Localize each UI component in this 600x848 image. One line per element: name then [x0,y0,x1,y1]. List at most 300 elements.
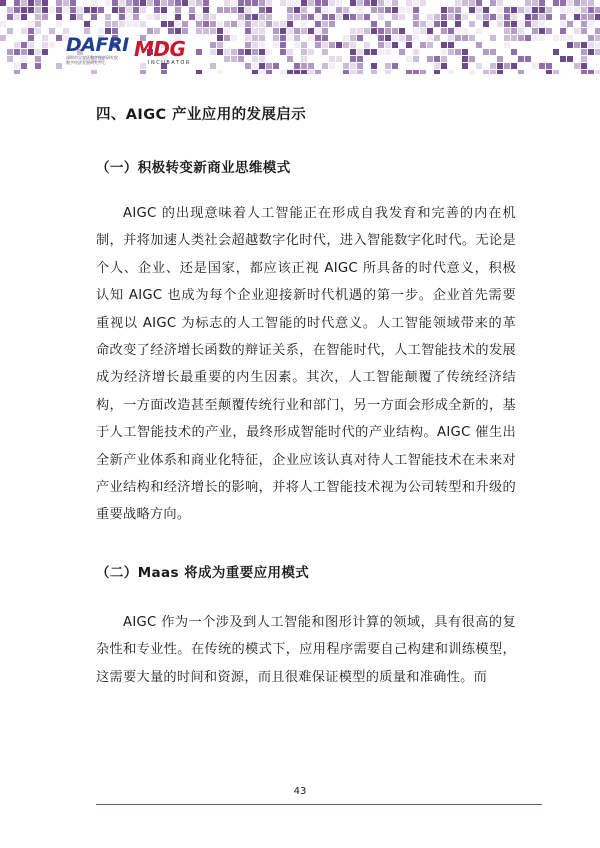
mosaic-tile [336,14,342,20]
subsection-2-paragraph: AIGC 作为一个涉及到人工智能和图形计算的领域，具有很高的复杂性和专业性。在传统的模式下，应用程序需要自己构建和训练模型，这需要大量的时间和资源，而且很难保证模型的质量和准确性。而 [96,614,516,685]
mosaic-tile [385,49,391,55]
mosaic-tile [378,7,384,13]
mosaic-tile [476,14,482,20]
mosaic-tile [245,21,251,27]
mosaic-tile [385,35,391,41]
mosaic-tile [511,63,517,69]
mosaic-tile [287,70,293,74]
mosaic-tile [560,28,566,34]
mosaic-tile [154,7,160,13]
mosaic-tile [294,14,300,20]
mosaic-tile [203,21,209,27]
mosaic-tile [469,7,475,13]
mosaic-tile [336,0,342,6]
mosaic-tile [63,0,69,6]
mosaic-tile [392,7,398,13]
mosaic-tile [434,14,440,20]
mosaic-tile [301,0,307,6]
mosaic-tile [329,63,335,69]
mosaic-tile [413,0,419,6]
mosaic-tile [42,7,48,13]
mosaic-tile [224,21,230,27]
mosaic-tile [308,14,314,20]
mosaic-tile [378,35,384,41]
mosaic-tile [595,35,600,41]
mosaic-tile [133,21,139,27]
mosaic-tile [350,63,356,69]
mosaic-tile [315,0,321,6]
mosaic-tile [56,0,62,6]
mosaic-tile [238,0,244,6]
mosaic-tile [588,35,594,41]
mosaic-tile [168,0,174,6]
mosaic-tile [259,7,265,13]
mosaic-tile [21,49,27,55]
mosaic-tile [98,7,104,13]
mosaic-tile [35,56,41,62]
mosaic-tile [252,42,258,48]
mosaic-tile [553,70,559,74]
mosaic-tile [119,14,125,20]
dafri-logo-subtitle-1: 深圳市宝安区数字经济研究院 [66,55,118,60]
mosaic-tile [574,7,580,13]
mosaic-tile [126,0,132,6]
mosaic-tile [84,21,90,27]
mosaic-tile [147,28,153,34]
mosaic-tile [560,56,566,62]
mosaic-tile [14,70,20,74]
mosaic-tile [7,49,13,55]
mosaic-tile [371,0,377,6]
mosaic-tile [21,56,27,62]
mosaic-tile [406,42,412,48]
dafri-logo-subtitle-2: 数字经济发展研究中心 [66,60,106,65]
mosaic-tile [483,49,489,55]
mosaic-tile [70,14,76,20]
mosaic-tile [350,14,356,20]
mosaic-tile [21,7,27,13]
mosaic-tile [497,63,503,69]
mosaic-tile [280,28,286,34]
mosaic-tile [287,0,293,6]
mosaic-tile [378,42,384,48]
mosaic-tile [511,7,517,13]
mosaic-tile [392,63,398,69]
mosaic-tile [63,7,69,13]
mosaic-tile [392,0,398,6]
mosaic-tile [518,7,524,13]
mosaic-tile [315,28,321,34]
mosaic-tile [448,28,454,34]
mosaic-tile [0,0,6,6]
mosaic-tile [518,35,524,41]
mosaic-tile [203,7,209,13]
mosaic-tile [441,28,447,34]
mosaic-tile [385,28,391,34]
mosaic-tile [105,0,111,6]
mosaic-tile [469,0,475,6]
mosaic-tile [406,7,412,13]
mosaic-tile [322,28,328,34]
mosaic-tile [217,42,223,48]
mosaic-tile [140,7,146,13]
mosaic-tile [35,14,41,20]
dafri-logo [66,36,130,65]
mosaic-tile [462,0,468,6]
mosaic-tile [595,49,600,55]
mosaic-tile [28,42,34,48]
mosaic-tile [350,49,356,55]
mosaic-tile [322,14,328,20]
mosaic-tile [567,0,573,6]
mosaic-tile [441,49,447,55]
mosaic-tile [70,7,76,13]
mosaic-tile [189,0,195,6]
mosaic-tile [322,7,328,13]
mosaic-tile [539,63,545,69]
mosaic-tile [546,28,552,34]
mosaic-tile [42,0,48,6]
mosaic-tile [455,35,461,41]
mosaic-tile [217,35,223,41]
mosaic-tile [14,63,20,69]
mosaic-tile [245,28,251,34]
mosaic-tile [308,28,314,34]
mosaic-tile [28,35,34,41]
mosaic-tile [301,56,307,62]
mosaic-tile [413,70,419,74]
mosaic-tile [539,7,545,13]
mosaic-tile [259,49,265,55]
mosaic-tile [539,28,545,34]
mosaic-tile [588,70,594,74]
mosaic-tile [301,49,307,55]
mosaic-tile [357,63,363,69]
mosaic-tile [301,28,307,34]
mosaic-tile [182,28,188,34]
mosaic-tile [119,21,125,27]
mosaic-tile [322,0,328,6]
mosaic-tile [154,14,160,20]
mosaic-tile [322,49,328,55]
mosaic-tile [504,35,510,41]
mosaic-tile [581,56,587,62]
mosaic-tile [448,7,454,13]
mosaic-tile [224,7,230,13]
mosaic-tile [588,21,594,27]
mosaic-tile [350,70,356,74]
mosaic-tile [91,14,97,20]
mosaic-tile [525,56,531,62]
mosaic-tile [462,49,468,55]
mosaic-tile [539,0,545,6]
mosaic-tile [560,14,566,20]
mosaic-tile [133,14,139,20]
mosaic-tile [364,0,370,6]
mosaic-tile [553,0,559,6]
mosaic-tile [280,70,286,74]
mosaic-tile [434,63,440,69]
mosaic-tile [119,7,125,13]
mosaic-tile [21,63,27,69]
mosaic-tile [294,63,300,69]
mosaic-tile [203,28,209,34]
mosaic-tile [455,49,461,55]
mosaic-tile [329,56,335,62]
mosaic-tile [357,56,363,62]
mosaic-tile [406,56,412,62]
mosaic-tile [525,7,531,13]
mosaic-tile [574,14,580,20]
mosaic-tile [224,49,230,55]
mosaic-tile [210,14,216,20]
mosaic-tile [161,21,167,27]
mosaic-tile [259,14,265,20]
mosaic-tile [266,49,272,55]
mosaic-tile [28,49,34,55]
mosaic-tile [126,7,132,13]
mosaic-tile [490,35,496,41]
mosaic-tile [476,42,482,48]
mosaic-tile [448,42,454,48]
mosaic-tile [315,21,321,27]
mosaic-tile [35,0,41,6]
page-number: 43 [293,786,307,797]
mosaic-tile [441,7,447,13]
subsection-1-paragraph: AIGC 的出现意味着人工智能正在形成自我发育和完善的内在机制，并将加速人类社会超越数字化时代，进入智能数字化时代。无论是个人、企业、还是国家，都应该正视 AIGC 所具备的时代意义，积极认知 AIGC 也成为每个企业迎接新时代机遇的第一步。企业首先需要重视以 AIGC 为标志的人工智能的时代意义。人工智能领域带来的革命改变了经济增长函数的辩证关系，在智能时代，人工智能技术的发展成为经济增长最重要的内生因素。其次，人工智能颠覆了传统经济结构，一方面改造甚至颠覆传统行业和部门，另一方面会形成全新的，基于人工智能技术的产业，最终形成智能时代的产业结构。AIGC 催生出全新产业体系和商业化特征，企业应该认真对待人工智能技术在未来对产业结构和经济增长的影响，并将人工智能技术视为公司转型和升级的重要战略方向。 [96,206,516,523]
mosaic-tile [126,14,132,20]
mosaic-tile [455,0,461,6]
mosaic-tile [371,7,377,13]
mosaic-tile [336,56,342,62]
mosaic-tile [448,49,454,55]
mosaic-tile [189,14,195,20]
mosaic-tile [441,21,447,27]
mosaic-tile [287,56,293,62]
mosaic-tile [14,49,20,55]
mosaic-tile [406,70,412,74]
mosaic-tile [280,42,286,48]
mosaic-tile [301,21,307,27]
mosaic-tile [385,63,391,69]
mosaic-tile [196,0,202,6]
mosaic-tile [175,14,181,20]
mosaic-tile [70,0,76,6]
mosaic-tile [231,0,237,6]
mosaic-tile [301,70,307,74]
mosaic-tile [56,35,62,41]
mosaic-tile [56,21,62,27]
mosaic-tile [357,70,363,74]
mosaic-tile [476,7,482,13]
mosaic-tile [525,21,531,27]
mosaic-tile [196,14,202,20]
mosaic-tile [245,14,251,20]
mosaic-tile [336,7,342,13]
mosaic-tile [28,0,34,6]
mosaic-tile [266,0,272,6]
mosaic-tile [427,28,433,34]
mosaic-tile [91,7,97,13]
mosaic-tile [140,70,146,74]
mosaic-tile [532,35,538,41]
mosaic-tile [287,7,293,13]
mosaic-tile [301,42,307,48]
mosaic-tile [532,7,538,13]
mosaic-tile [476,28,482,34]
mosaic-tile [441,42,447,48]
mosaic-tile [581,21,587,27]
mosaic-tile [154,28,160,34]
mosaic-tile [294,0,300,6]
mosaic-tile [553,35,559,41]
mosaic-tile [329,21,335,27]
mosaic-tile [385,42,391,48]
mosaic-tile [252,28,258,34]
mosaic-tile [413,35,419,41]
mosaic-tile [161,0,167,6]
mosaic-tile [364,49,370,55]
mosaic-tile [112,0,118,6]
mosaic-tile [511,21,517,27]
mosaic-tile [357,35,363,41]
mosaic-tile [196,28,202,34]
mosaic-tile [441,63,447,69]
mosaic-tile [203,0,209,6]
mosaic-tile [560,21,566,27]
mosaic-tile [217,70,223,74]
mosaic-tile [392,14,398,20]
mosaic-tile [119,0,125,6]
mosaic-tile [259,21,265,27]
mosaic-tile [413,28,419,34]
mdg-logo-subtitle: INCUBATOR [148,60,191,66]
mosaic-tile [553,49,559,55]
mosaic-tile [455,21,461,27]
mosaic-tile [504,21,510,27]
mosaic-tile [56,7,62,13]
dafri-logo-text: DAFRI [66,34,129,56]
mosaic-tile [336,42,342,48]
mosaic-tile [420,28,426,34]
mosaic-tile [504,14,510,20]
mosaic-tile [252,35,258,41]
mosaic-tile [399,14,405,20]
mosaic-tile [476,0,482,6]
mosaic-tile [427,21,433,27]
mosaic-tile [574,28,580,34]
mosaic-tile [217,49,223,55]
mosaic-tile [574,42,580,48]
mosaic-tile [413,14,419,20]
mosaic-tile [196,21,202,27]
mosaic-tile [385,21,391,27]
mosaic-tile [350,56,356,62]
mosaic-tile [294,70,300,74]
mosaic-tile [560,7,566,13]
mosaic-tile [252,0,258,6]
mosaic-tile [546,63,552,69]
mosaic-tile [434,35,440,41]
mosaic-tile [539,21,545,27]
mosaic-tile [504,28,510,34]
mosaic-tile [581,70,587,74]
mosaic-tile [343,14,349,20]
mosaic-tile [329,14,335,20]
mosaic-tile [399,49,405,55]
mosaic-tile [581,14,587,20]
mosaic-tile [294,42,300,48]
mosaic-tile [448,70,454,74]
mosaic-tile [420,21,426,27]
mosaic-tile [196,70,202,74]
mosaic-tile [7,28,13,34]
mosaic-tile [567,56,573,62]
mosaic-tile [315,35,321,41]
mosaic-tile [210,42,216,48]
mosaic-tile [469,56,475,62]
mosaic-tile [210,28,216,34]
mosaic-tile [350,42,356,48]
mosaic-tile [588,7,594,13]
mosaic-tile [413,7,419,13]
mosaic-tile [14,7,20,13]
mosaic-tile [273,28,279,34]
mosaic-tile [392,28,398,34]
mosaic-tile [287,21,293,27]
mosaic-tile [175,28,181,34]
mosaic-tile [259,28,265,34]
mosaic-tile [175,0,181,6]
mosaic-tile [21,28,27,34]
mosaic-tile [511,28,517,34]
mosaic-tile [7,7,13,13]
mosaic-tile [476,63,482,69]
mosaic-tile [399,35,405,41]
mosaic-tile [322,35,328,41]
mosaic-tile [350,0,356,6]
mosaic-tile [490,0,496,6]
mosaic-tile [469,35,475,41]
mosaic-tile [42,49,48,55]
mosaic-tile [567,21,573,27]
mosaic-tile [343,70,349,74]
mosaic-tile [252,56,258,62]
mosaic-tile [210,63,216,69]
mosaic-tile [217,28,223,34]
mosaic-tile [294,7,300,13]
mosaic-tile [126,21,132,27]
mosaic-tile [497,70,503,74]
mosaic-tile [378,14,384,20]
mosaic-tile [511,49,517,55]
mosaic-tile [238,7,244,13]
mosaic-tile [28,21,34,27]
mosaic-tile [357,0,363,6]
mosaic-tile [224,35,230,41]
mosaic-tile [245,35,251,41]
mosaic-tile [252,14,258,20]
mosaic-tile [301,7,307,13]
mosaic-tile [147,0,153,6]
mdg-incubator-logo [134,39,198,66]
mosaic-tile [112,7,118,13]
mosaic-tile [315,7,321,13]
mosaic-tile [427,14,433,20]
mosaic-tile [210,49,216,55]
mosaic-tile [28,7,34,13]
mosaic-tile [182,0,188,6]
